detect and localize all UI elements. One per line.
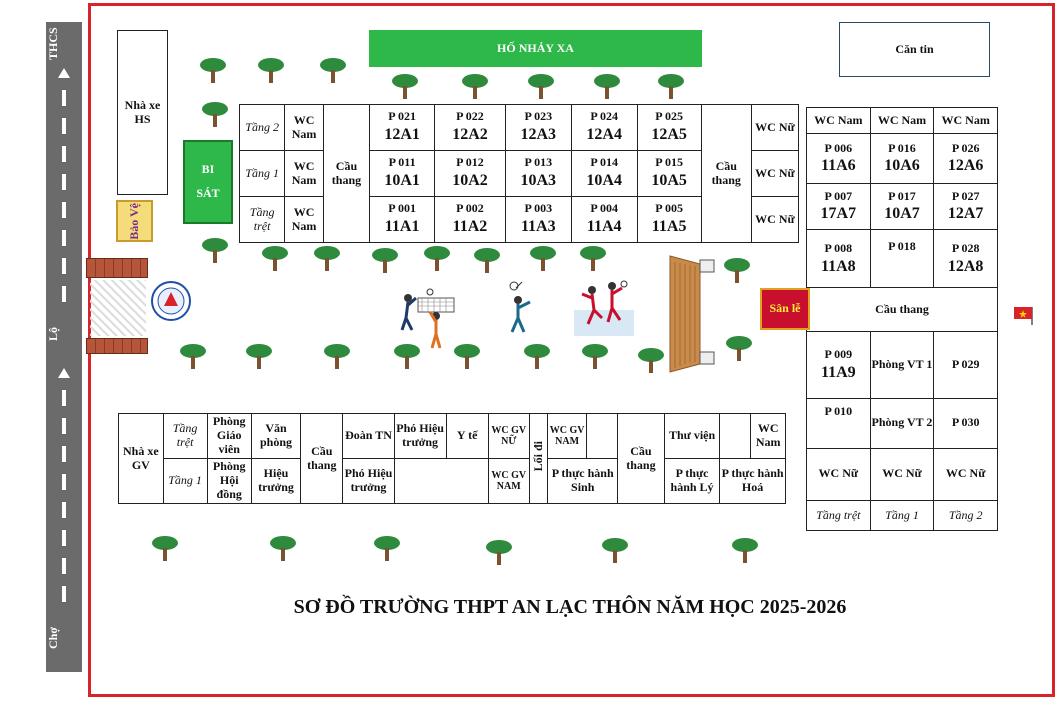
room: P 029 xyxy=(934,332,998,398)
office: Văn phòng xyxy=(251,414,300,459)
road-label-cho: Chợ xyxy=(46,627,60,649)
wc-gv-nu: WC GV NỮ xyxy=(488,414,529,459)
tree-icon xyxy=(268,534,298,562)
tree-icon xyxy=(526,72,556,100)
classroom: P 014 10A4 xyxy=(571,151,637,197)
classroom: P 011 10A1 xyxy=(370,151,435,197)
floor-label: Tầng 2 xyxy=(934,500,998,530)
road-dash xyxy=(62,502,66,518)
tree-icon xyxy=(600,536,630,564)
youth-union: Đoàn TN xyxy=(343,414,394,459)
stairs: Cầu thang xyxy=(323,105,369,243)
tree-icon xyxy=(312,244,342,272)
road-dash xyxy=(62,390,66,406)
classroom: P 004 11A4 xyxy=(571,197,637,243)
tree-icon xyxy=(178,342,208,370)
flag-icon xyxy=(1008,303,1034,327)
walkway: Lối đi xyxy=(529,414,548,504)
vice-principal-room: Phó Hiệu trưởng xyxy=(394,414,446,459)
floor-label: Tầng 1 xyxy=(240,151,285,197)
stairs: Cầu thang xyxy=(301,414,343,504)
floor-label: Tầng 1 xyxy=(870,500,934,530)
school-logo-icon xyxy=(150,280,192,322)
tree-icon xyxy=(390,72,420,100)
tree-icon xyxy=(370,246,400,274)
empty-cell xyxy=(586,414,617,459)
petanque-court: BI SÁT xyxy=(183,140,233,224)
road-dash xyxy=(62,418,66,434)
classroom: P 012 10A2 xyxy=(435,151,506,197)
tree-icon xyxy=(578,244,608,272)
classroom: P 017 10A7 xyxy=(870,184,934,230)
tree-icon xyxy=(198,56,228,84)
road-dash xyxy=(62,90,66,106)
wc-nam: WC Nam xyxy=(751,414,786,459)
classroom: P 028 12A8 xyxy=(934,230,998,288)
tree-icon xyxy=(392,342,422,370)
tree-icon xyxy=(200,100,230,128)
empty-cell xyxy=(720,414,751,459)
teacher-room: Phòng Giáo viên xyxy=(207,414,251,459)
tree-icon xyxy=(522,342,552,370)
wc-nam: WC Nam xyxy=(285,197,324,243)
classroom: P 026 12A6 xyxy=(934,134,998,184)
tree-icon xyxy=(422,244,452,272)
wc-nam: WC Nam xyxy=(807,108,871,134)
classroom: P 007 17A7 xyxy=(807,184,871,230)
stairs: Cầu thang xyxy=(617,414,664,504)
security-booth: Bảo Vệ xyxy=(116,200,153,242)
teacher-parking: Nhà xe GV xyxy=(119,414,164,504)
classroom: P 021 12A1 xyxy=(370,105,435,151)
classroom: P 022 12A2 xyxy=(435,105,506,151)
south-building xyxy=(118,413,786,504)
road-label-thcs: THCS xyxy=(46,27,60,61)
wc-nu: WC Nữ xyxy=(751,151,798,197)
road-dash xyxy=(62,446,66,462)
vice-principal-room: Phó Hiệu trưởng xyxy=(343,459,394,504)
road-label-lo: Lộ xyxy=(46,327,60,342)
classroom: P 006 11A6 xyxy=(807,134,871,184)
road-arrow-up-icon xyxy=(58,368,70,378)
wc-nu: WC Nữ xyxy=(934,448,998,500)
road-dash xyxy=(62,474,66,490)
tree-icon xyxy=(636,346,666,374)
principal-room: Hiệu trưởng xyxy=(251,459,300,504)
road-dash xyxy=(62,558,66,574)
wc-nu: WC Nữ xyxy=(807,448,871,500)
classroom: P 023 12A3 xyxy=(505,105,571,151)
classroom: P 016 10A6 xyxy=(870,134,934,184)
map-title: SƠ ĐỒ TRƯỜNG THPT AN LẠC THÔN NĂM HỌC 2025-2026 xyxy=(293,596,847,618)
badminton-player-icon xyxy=(500,280,544,340)
tree-icon xyxy=(460,72,490,100)
road-dash xyxy=(62,202,66,218)
tree-icon xyxy=(472,246,502,274)
room: P 010 xyxy=(807,398,871,448)
biology-lab: P thực hành Sinh xyxy=(548,459,617,504)
road-dash xyxy=(62,174,66,190)
long-jump-pit: HỐ NHẢY XA xyxy=(369,30,702,67)
east-building xyxy=(806,107,998,531)
classroom: P 025 12A5 xyxy=(637,105,701,151)
tree-icon xyxy=(372,534,402,562)
wc-nam: WC Nam xyxy=(934,108,998,134)
soccer-players-icon xyxy=(572,280,636,338)
room: P 018 xyxy=(870,230,934,288)
stairs: Cầu thang xyxy=(807,288,998,332)
road-dash xyxy=(62,118,66,134)
classroom: P 005 11A5 xyxy=(637,197,701,243)
road-dash xyxy=(62,286,66,302)
wc-nu: WC Nữ xyxy=(751,197,798,243)
floor-label: Tầng 2 xyxy=(240,105,285,151)
wc-nam: WC Nam xyxy=(870,108,934,134)
room: P 030 xyxy=(934,398,998,448)
floor-label: Tầng trệt xyxy=(163,414,207,459)
wc-nu: WC Nữ xyxy=(870,448,934,500)
empty-cell xyxy=(394,459,488,504)
tree-icon xyxy=(318,56,348,84)
road-dash xyxy=(62,258,66,274)
medical-room: Y tế xyxy=(446,414,488,459)
tree-icon xyxy=(722,256,752,284)
physics-lab: P thực hành Lý xyxy=(664,459,719,504)
tree-icon xyxy=(256,56,286,84)
tree-icon xyxy=(592,72,622,100)
wc-gv-nam: WC GV NAM xyxy=(548,414,586,459)
floor-label: Tầng 1 xyxy=(163,459,207,504)
floor-label: Tầng trệt xyxy=(807,500,871,530)
tree-icon xyxy=(656,72,686,100)
meeting-hall: Phòng Hội đồng xyxy=(207,459,251,504)
wc-nam: WC Nam xyxy=(285,105,324,151)
volleyball-players-icon xyxy=(396,284,460,350)
tree-icon xyxy=(200,236,230,264)
tree-icon xyxy=(150,534,180,562)
stairs: Cầu thang xyxy=(701,105,751,243)
gate-wall-north xyxy=(86,258,148,278)
north-building xyxy=(239,104,799,243)
classroom: P 003 11A3 xyxy=(505,197,571,243)
gate-opening xyxy=(90,280,146,336)
wc-nu: WC Nữ xyxy=(751,105,798,151)
classroom: P 008 11A8 xyxy=(807,230,871,288)
tree-icon xyxy=(260,244,290,272)
road-dash xyxy=(62,586,66,602)
floor-label: Tầng trệt xyxy=(240,197,285,243)
road-dash xyxy=(62,530,66,546)
equipment-room-2: Phòng VT 2 xyxy=(870,398,934,448)
road-arrow-up-icon xyxy=(58,68,70,78)
classroom: P 001 11A1 xyxy=(370,197,435,243)
tree-icon xyxy=(730,536,760,564)
road-dash xyxy=(62,230,66,246)
tree-icon xyxy=(244,342,274,370)
classroom: P 015 10A5 xyxy=(637,151,701,197)
classroom: P 009 11A9 xyxy=(807,332,871,398)
equipment-room-1: Phòng VT 1 xyxy=(870,332,934,398)
library: Thư viện xyxy=(664,414,719,459)
tree-icon xyxy=(580,342,610,370)
tree-icon xyxy=(322,342,352,370)
tree-icon xyxy=(528,244,558,272)
tree-icon xyxy=(484,538,514,566)
wc-gv-nam: WC GV NAM xyxy=(488,459,529,504)
classroom: P 024 12A4 xyxy=(571,105,637,151)
basketball-court-icon xyxy=(660,252,718,376)
tree-icon xyxy=(452,342,482,370)
classroom: P 013 10A3 xyxy=(505,151,571,197)
wc-nam: WC Nam xyxy=(285,151,324,197)
student-parking: Nhà xe HS xyxy=(117,30,168,195)
gate-wall-south xyxy=(86,338,148,354)
classroom: P 002 11A2 xyxy=(435,197,506,243)
tree-icon xyxy=(724,334,754,362)
canteen: Căn tin xyxy=(839,22,990,77)
road-dash xyxy=(62,146,66,162)
ceremony-yard: Sân lễ xyxy=(760,288,810,330)
classroom: P 027 12A7 xyxy=(934,184,998,230)
chemistry-lab: P thực hành Hoá xyxy=(720,459,786,504)
